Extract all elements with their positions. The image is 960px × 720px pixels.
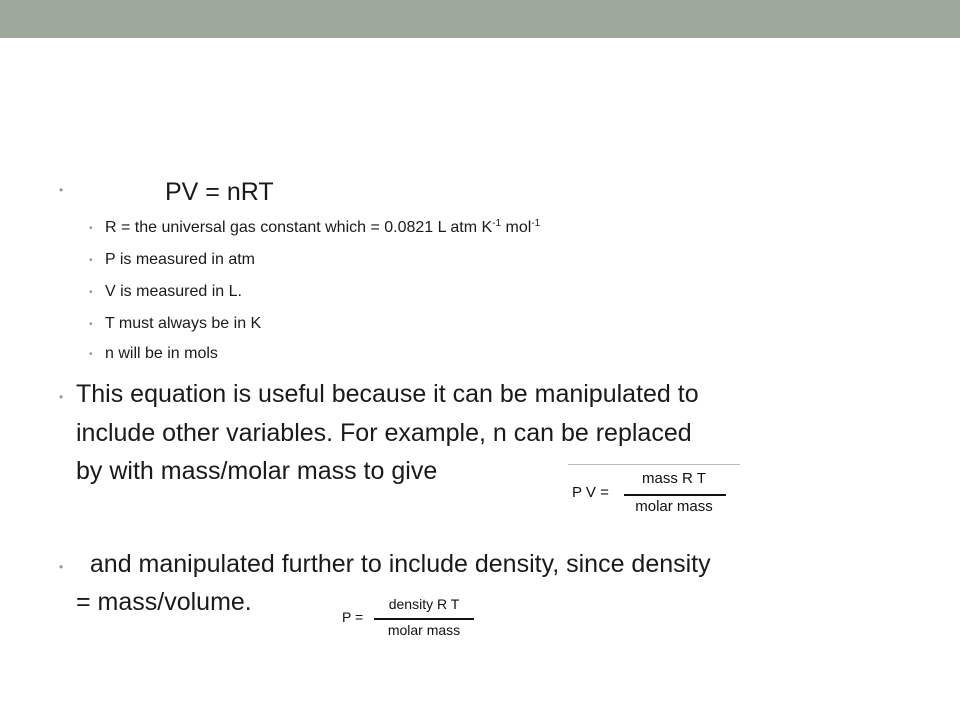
- formula2-lhs: P =: [342, 609, 364, 625]
- bullet: •: [89, 349, 93, 360]
- pressure-item: P is measured in atm: [105, 251, 255, 268]
- paragraph2-line2: = mass/volume.: [76, 588, 252, 616]
- temperature-item: T must always be in K: [105, 315, 262, 332]
- bullet: •: [89, 287, 93, 298]
- top-accent-bar: [0, 0, 960, 38]
- paragraph1-line1: This equation is useful because it can be manipulated to: [76, 380, 699, 408]
- gas-constant-sup-mol: -1: [531, 218, 541, 229]
- main-equation: PV = nRT: [165, 178, 274, 206]
- gas-constant-item: [105, 219, 540, 237]
- moles-item: n will be in mols: [105, 345, 218, 362]
- formula1-numerator: mass R T: [642, 470, 706, 487]
- formula1-fraction-bar: [624, 494, 726, 496]
- bullet: •: [89, 319, 93, 330]
- bullet: •: [89, 223, 93, 234]
- formula1-lhs: P V =: [572, 484, 609, 501]
- formula1-top-rule: [568, 464, 740, 465]
- formula-pv-mass: [572, 470, 742, 522]
- formula2-fraction-bar: [374, 618, 474, 620]
- bullet: •: [59, 390, 64, 404]
- bullet: •: [59, 560, 64, 574]
- bullet: •: [59, 183, 64, 197]
- gas-constant-mol: mol: [501, 219, 532, 236]
- formula2-numerator: density R T: [388, 596, 460, 612]
- volume-item: V is measured in L.: [105, 283, 242, 300]
- bullet: •: [89, 255, 93, 266]
- gas-constant-text: R = the universal gas constant which = 0.0821 L atm K: [105, 219, 493, 236]
- gas-constant-sup-k: -1: [492, 218, 502, 229]
- paragraph2-line1: and manipulated further to include density, since density: [76, 550, 711, 578]
- paragraph1-line2: include other variables. For example, n can be replaced: [76, 419, 692, 447]
- paragraph1-line3: by with mass/molar mass to give: [76, 457, 438, 485]
- formula1-denominator: molar mass: [635, 498, 713, 515]
- formula2-denominator: molar mass: [387, 622, 461, 638]
- formula-p-density: [342, 596, 482, 646]
